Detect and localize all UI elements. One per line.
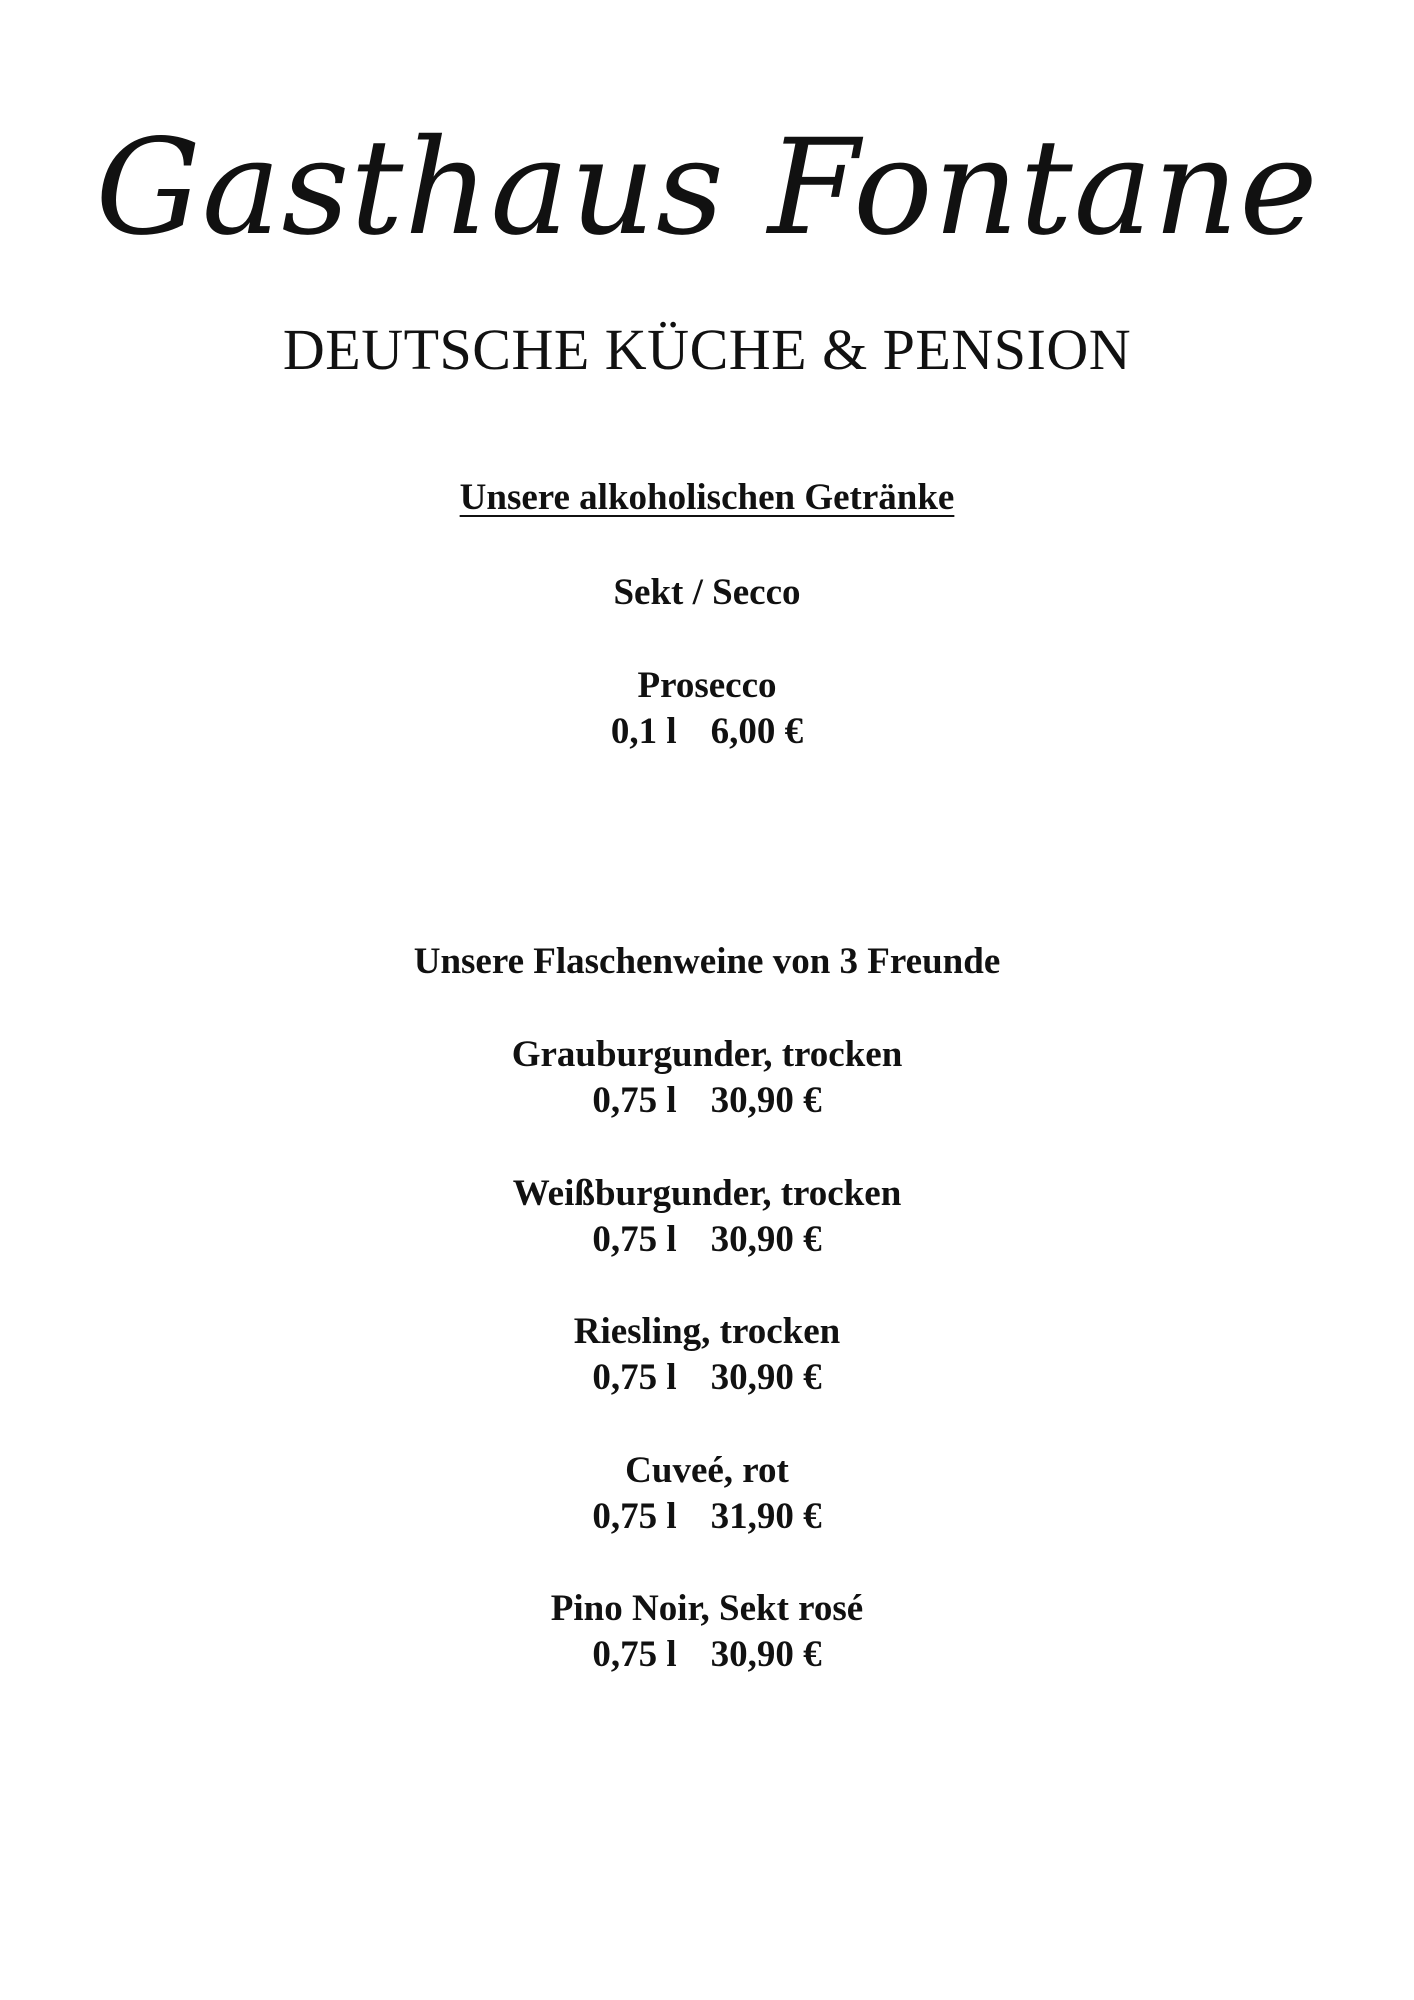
menu-item-price-line — [0, 1632, 1414, 1678]
restaurant-logo-script: Gasthaus Fontane — [95, 111, 1319, 265]
menu-item-price-line — [0, 1078, 1414, 1124]
menu-item-volume: 0,75 l — [592, 1496, 677, 1537]
menu-item-price: 30,90 € — [710, 1219, 822, 1260]
menu-item-volume: 0,75 l — [592, 1080, 677, 1121]
restaurant-subtitle: DEUTSCHE KÜCHE & PENSION — [282, 317, 1132, 382]
menu-item-price-line — [0, 709, 1414, 755]
menu-item-name: Grauburgunder, trocken — [511, 1034, 903, 1075]
menu-item-volume: 0,75 l — [592, 1634, 677, 1675]
menu-item-name: Cuveé, rot — [625, 1450, 789, 1491]
menu-item-name: Weißburgunder, trocken — [512, 1173, 902, 1214]
menu-item-price: 30,90 € — [710, 1634, 822, 1675]
menu-item-price: 6,00 € — [710, 711, 804, 752]
section-title — [0, 475, 1414, 521]
section-title-text: Unsere alkoholischen Getränke — [459, 477, 955, 518]
sekt-heading: Sekt / Secco — [613, 572, 801, 613]
menu-item-price: 30,90 € — [710, 1080, 822, 1121]
menu-item-volume: 0,75 l — [592, 1219, 677, 1260]
menu-item-volume: 0,1 l — [610, 711, 677, 752]
menu-item-price-line — [0, 1217, 1414, 1263]
menu-item-price: 30,90 € — [710, 1357, 822, 1398]
menu-item-price-line — [0, 1494, 1414, 1540]
menu-item-volume: 0,75 l — [592, 1357, 677, 1398]
menu-item-name: Prosecco — [637, 665, 777, 706]
menu-item-name: Riesling, trocken — [573, 1311, 841, 1352]
menu-item-price: 31,90 € — [710, 1496, 822, 1537]
wines-heading: Unsere Flaschenweine von 3 Freunde — [413, 941, 1001, 982]
menu-item-price-line — [0, 1355, 1414, 1401]
menu-item-name: Pino Noir, Sekt rosé — [550, 1588, 864, 1629]
